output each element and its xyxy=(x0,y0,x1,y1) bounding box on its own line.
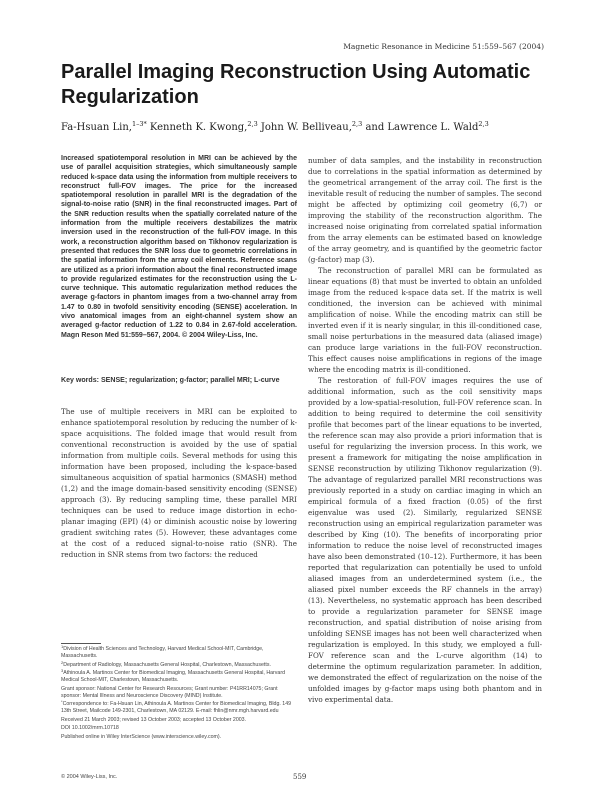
footnote: $^2$Department of Radiology, Massachusetts General Hospital, Charlestown, Massachusetts. xyxy=(61,659,271,668)
page-number: 559 xyxy=(293,773,307,781)
copyright: © 2004 Wiley-Liss, Inc. xyxy=(61,774,118,780)
author-affiliation: 1–3* xyxy=(131,120,147,128)
author-affiliation: 2,3 xyxy=(478,120,489,128)
footnote: $^3$Athinoula A. Martinos Center for Biomedical Imaging, Massachusetts General Hospital, Harvard Medical School-MIT, Charlestown, Massachusetts. xyxy=(61,668,286,683)
footnote: Received 21 March 2003; revised 13 October 2003; accepted 13 October 2003. xyxy=(61,716,247,723)
author-name: John W. Belliveau, xyxy=(260,122,352,133)
footnote: Published online in Wiley InterScience (www.interscience.wiley.com). xyxy=(61,733,222,740)
author-name: and Lawrence L. Wald xyxy=(365,122,479,133)
author-affiliation: 2,3 xyxy=(351,120,363,128)
body-text-left-column: The use of multiple receivers in MRI can be exploited to enhance spatiotemporal resolution by reducing the number of k-space acquisitions. The folded image that would result from conventional reconstruction is avoided by the use of spatial information from multiple coils. Several methods for using this information have been proposed, including the k-space-based simultaneous acquisition of spatial harmonics (SMASH) method (1,2) and the image domain-based sensitivity encoding (SENSE) approach (3). By reducing sampling time, these parallel MRI techniques can be used to reduce image distortion in echo-planar imaging (EPI) (4) or diminish acoustic noise by lowering gradient switching rates (5). However, these advantages come at the cost of a reduced signal-to-noise ratio (SNR). The reduction in SNR stems from two factors: the reduced xyxy=(61,407,297,559)
footnote-divider xyxy=(61,643,101,644)
footnotes xyxy=(61,646,297,742)
author-affiliation: 2,3 xyxy=(247,120,258,128)
footnote-mark: 2 xyxy=(61,659,64,665)
author-list xyxy=(61,122,561,133)
keywords-label: Key words: xyxy=(61,377,99,384)
author-name: Kenneth K. Kwong, xyxy=(149,122,248,133)
paragraph: The reconstruction of parallel MRI can be formulated as linear equations (8) that must be inverted to obtain an unfolded image from the reduced k-space data set. If the matrix is well conditioned, the inversion can be achieved with minimal amplification of noise. While the encoding matrix can still be inverted even if it is nearly singular, in this ill-conditioned case, small noise perturbations in the measured data (aliased image) can produce large variations in the full-FOV reconstruction. This effect causes noise amplifications in regions of the image where the encoding matrix is ill-conditioned. xyxy=(308,266,542,374)
abstract: Increased spatiotemporal resolution in MRI can be achieved by the use of parallel acquisition strategies, which simultaneously sample reduced k-space data using the information from multiple receivers to reconstruct full-FOV images. The price for the increased spatiotemporal resolution in parallel MRI is the degradation of the signal-to-noise ratio (SNR) in the final reconstructed images. Part of the SNR reduction results when the spatially correlated nature of the information from the multiple receivers destabilizes the matrix inversion used in the reconstruction of the full-FOV image. In this work, a reconstruction algorithm based on Tikhonov regularization is presented that reduces the SNR loss due to geometric correlations in the spatial information from the array coil elements. Reference scans are utilized as a priori information about the final reconstructed image to provide regularized estimates for the reconstruction using the L-curve technique. This automatic regularization method reduces the average g-factors in phantom images from a two-channel array from 1.47 to 0.80 in twofold sensitivity encoding (SENSE) acceleration. In vivo anatomical images from an eight-channel system show an averaged g-factor reduction of 1.22 to 0.84 in 2.67-fold acceleration. Magn Reson Med 51:559–567, 2004. © 2004 Wiley-Liss, Inc. xyxy=(61,155,297,339)
footnote: *Correspondence to: Fa-Hsuan Lin, Athinoula A. Martinos Center for Biomedical Imaging, Bldg. 149 13th Street, Mailcode 149-2301, Charlestown, MA 02129. E-mail: fhlin@nmr.mgh.harvard.edu xyxy=(61,699,292,714)
footnote: Grant sponsor: National Center for Research Resources; Grant number: P41RR14075; Grant sponsor: Mental Illness and Neuroscience Discovery (MIND) Institute. xyxy=(61,685,278,699)
author-name: Fa-Hsuan Lin, xyxy=(61,122,132,133)
body-text-right-column xyxy=(308,155,542,705)
paragraph: The restoration of full-FOV images requires the use of additional information, such as the coil sensitivity maps provided by a low-spatial-resolution, full-FOV reference scan. In addition to being required to determine the coil sensitivity profile that becomes part of the linear equations to be inverted, the reference scan may also provide a priori information that is useful for regularizing the inversion process. In this work, we present a framework for mitigating the noise amplification in SENSE reconstruction by utilizing Tikhonov regularization (9). The advantage of regularized parallel MRI reconstructions was previously reported in a study on cardiac imaging in which an empirical formula of a fixed fraction (0.05) of the first eigenvalue was used (2). Similarly, regularized SENSE reconstruction using an empirical regularization parameter was described by King (10). The benefits of incorporating prior information to reduce the noise level of reconstructed images have also been demonstrated (10–12). Furthermore, it has been reported that regularization can potentially be used to unfold aliased images from an underdetermined system (i.e., the aliased pixel number exceeds the RF channels in the array) (13). Nevertheless, no systematic approach has been described to provide a regularization parameter for SENSE image reconstruction, and spatial distribution of noise arising from unfolding SENSE images has not been well characterized when regularization is employed. In this study, we employed a full-FOV reference scan and the L-curve algorithm (14) to determine the optimum regularization parameter. In addition, we demonstrated the effect of regularization on the noise of the unfolded images by g-factor maps using both phantom and in vivo experimental data. xyxy=(308,376,542,704)
keywords xyxy=(61,376,297,385)
footnote-mark: 1 xyxy=(61,644,64,649)
footnote-mark: * xyxy=(61,699,63,704)
footnote-mark: 3 xyxy=(61,668,64,673)
keywords-text: SENSE; regularization; g-factor; parallel MRI; L-curve xyxy=(100,377,280,384)
footnote: $^1$Division of Health Sciences and Technology, Harvard Medical School-MIT, Cambridge, Massachusetts. xyxy=(61,644,264,659)
journal-citation: Magnetic Resonance in Medicine 51:559–567 (2004) xyxy=(343,42,544,51)
paragraph: number of data samples, and the instability in reconstruction due to correlations in the spatial information as determined by the geometrical arrangement of the array coil. The first is the inevitable result of reducing the number of samples. The second might be affected by optimizing coil geometry (6,7) or improving the stability of the reconstruction algorithm. The increased noise originating from correlated spatial information from the array elements can be estimated based on knowledge of the array geometry, and is quantified by the geometric factor (g-factor) map (3). xyxy=(308,156,542,264)
footnote: DOI 10.1002/mrm.10718 xyxy=(61,725,119,731)
paper-title: Parallel Imaging Reconstruction Using Automatic Regularization xyxy=(61,61,531,108)
